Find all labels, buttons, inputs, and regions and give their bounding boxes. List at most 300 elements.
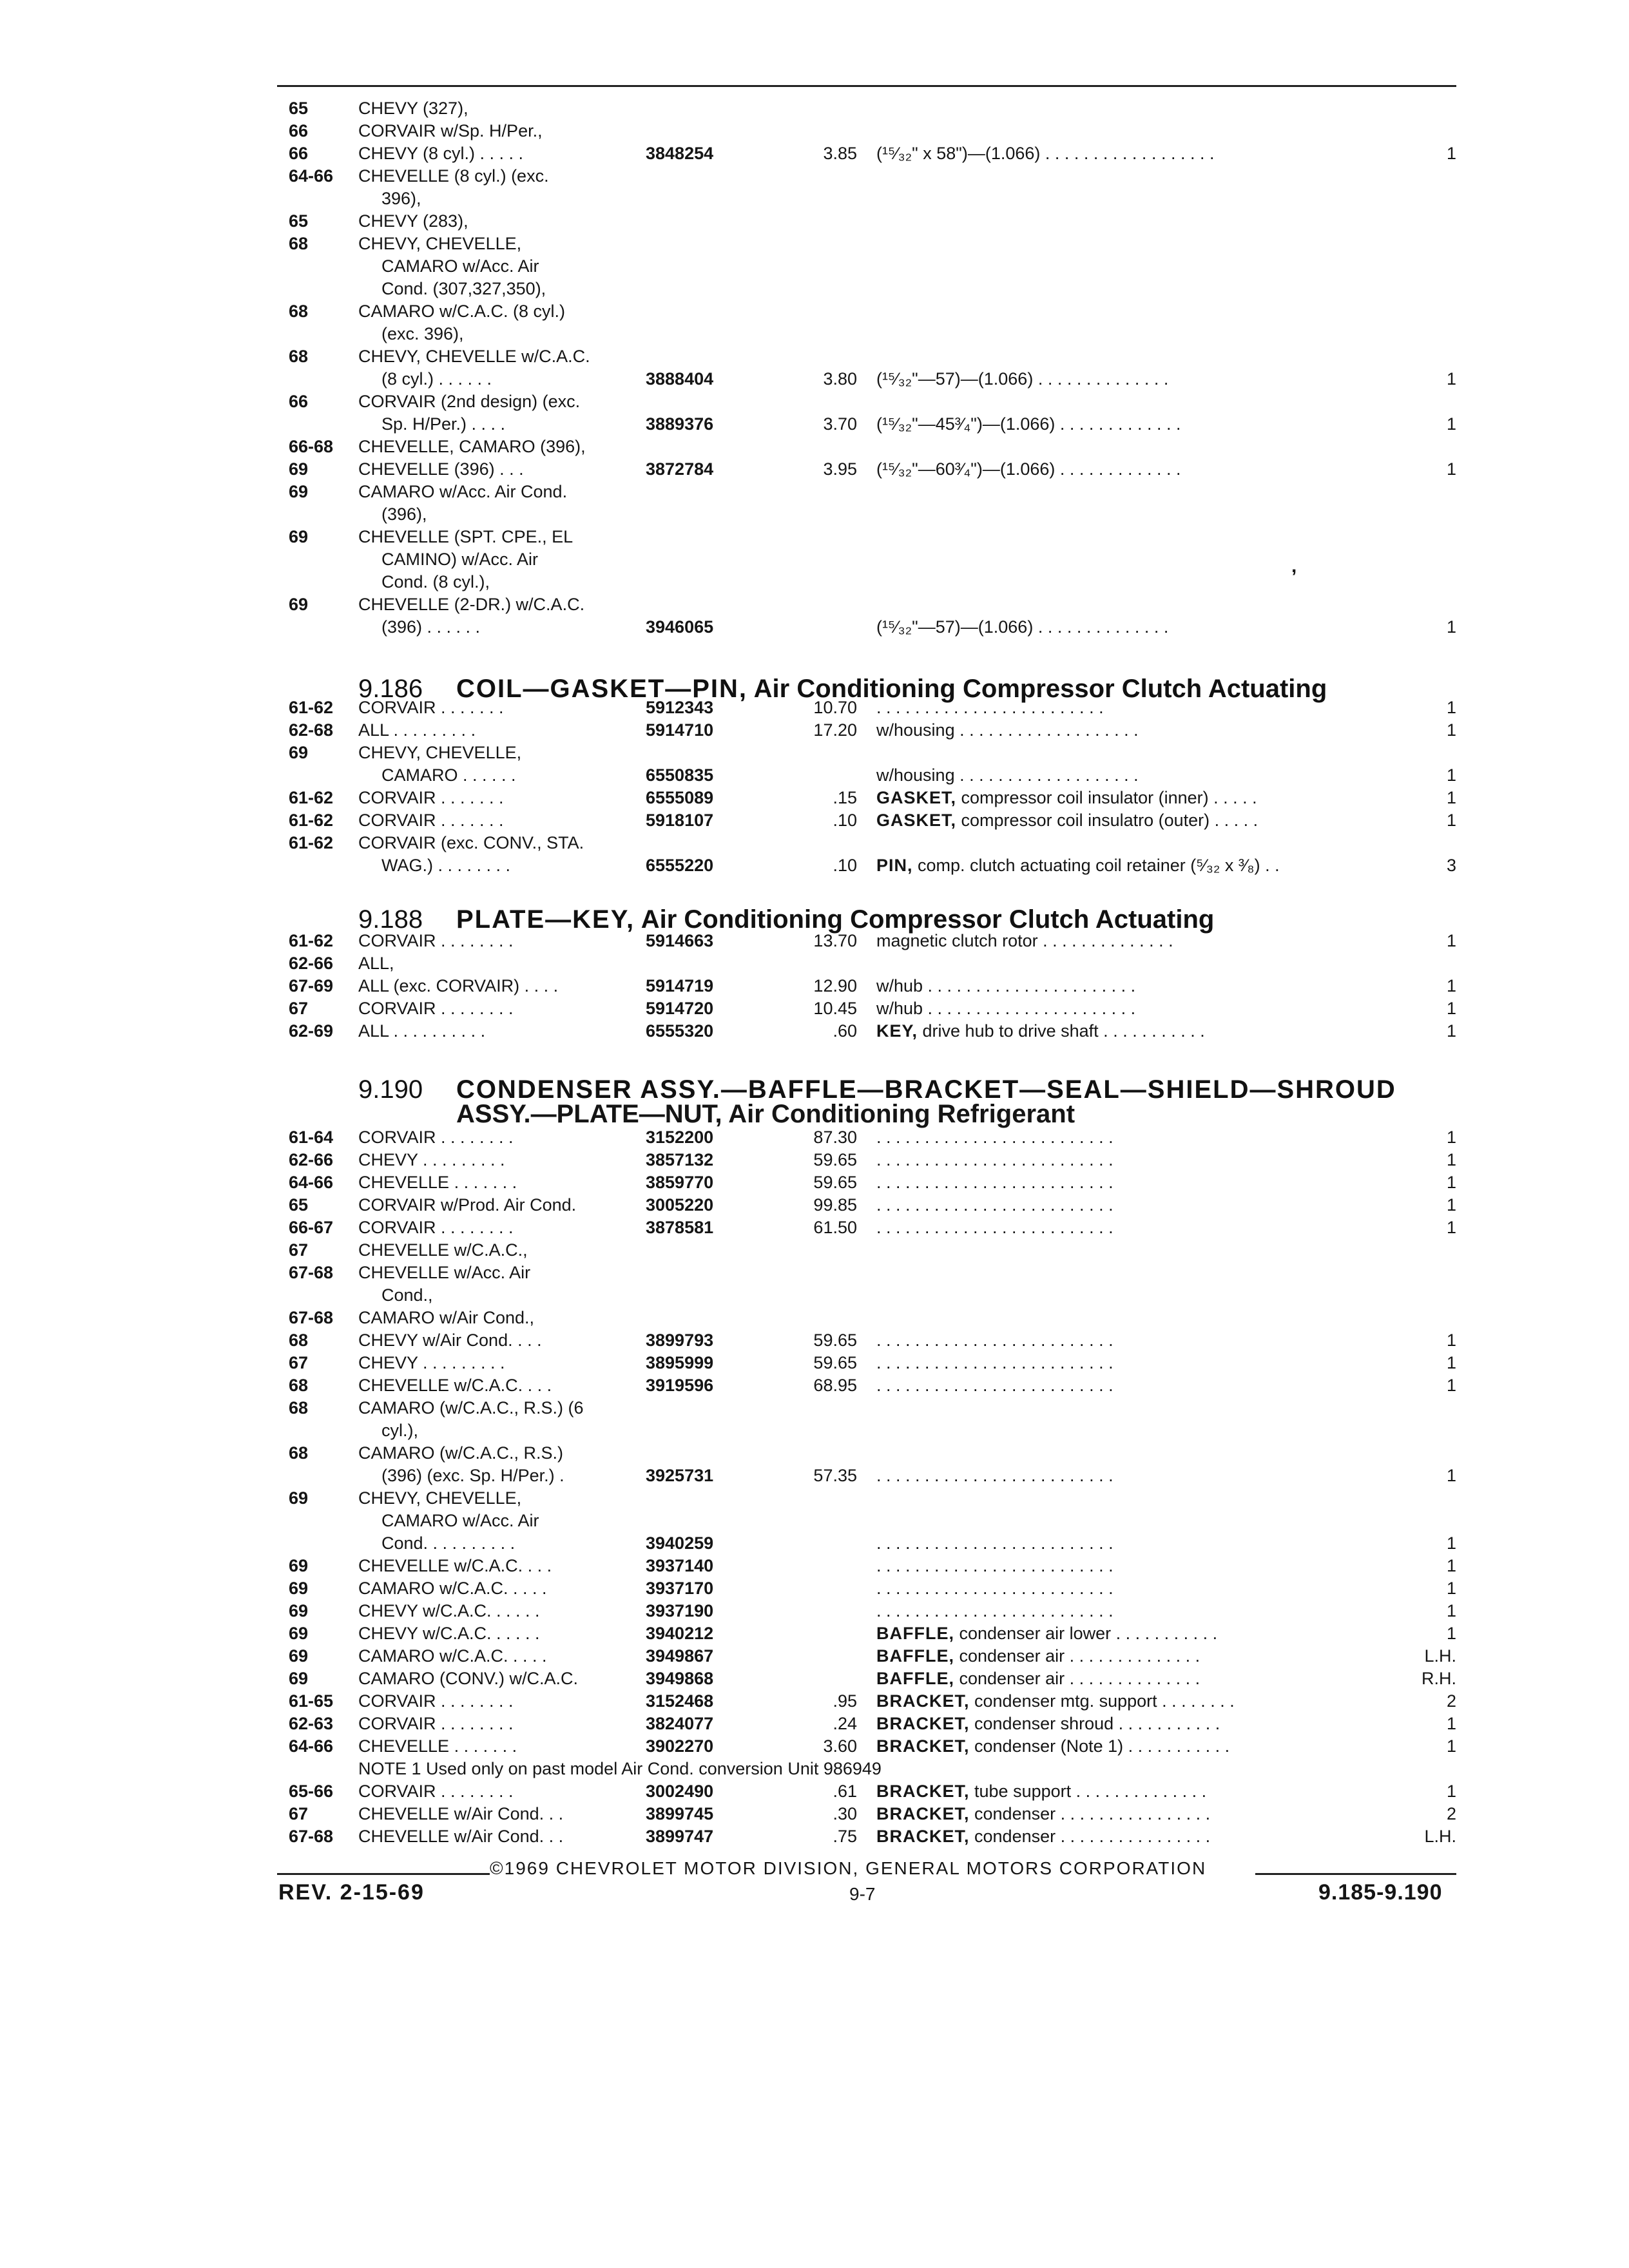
table-row [0,1577,1629,1600]
model-description: CHEVELLE w/C.A.C. . . . [358,1376,552,1395]
model-description: CORVAIR . . . . . . . . [358,999,514,1018]
section-number: 9.186 [358,675,423,703]
table-row [0,435,1629,458]
quantity: 1 [1446,788,1456,807]
model-years: 64-66 [289,1173,334,1192]
list-price: .10 [833,856,857,875]
table-row [0,1735,1629,1758]
list-price: 59.65 [813,1331,857,1350]
table-row [0,1622,1629,1645]
model-description: cyl.), [381,1421,418,1440]
list-price: .10 [833,811,857,830]
part-description [876,1622,1431,1645]
table-row [0,1441,1629,1465]
part-detail: condenser . . . . . . . . . . . . . . . . [969,1804,1211,1823]
model-years: 67-68 [289,1263,334,1282]
model-description: CHEVELLE, CAMARO (396), [358,437,586,456]
list-price: 59.65 [813,1150,857,1169]
model-description: CAMARO . . . . . . [381,765,516,785]
table-row [0,1306,1629,1329]
footnote-text: NOTE 1 Used only on past model Air Cond. conversion Unit 986949 [358,1759,882,1778]
table-row [0,1644,1629,1667]
table-row [0,570,1629,593]
table-row [0,1712,1629,1735]
part-name-bold: BRACKET, [876,1736,970,1756]
table-row [0,480,1629,503]
model-years: 69 [289,1646,309,1666]
list-price: .24 [833,1714,857,1733]
table-row [0,232,1629,255]
stray-mark: , [1291,555,1297,577]
quantity: 1 [1446,1736,1456,1756]
table-row [0,367,1629,390]
section-title-rest: Air Conditioning Compressor Clutch Actuating [635,905,1215,934]
model-description: CORVAIR . . . . . . . [358,698,504,717]
list-price: 59.65 [813,1353,857,1372]
part-detail: . . . . . . . . . . . . . . . . . . . . . . . . . [876,1353,1113,1372]
model-years: 61-64 [289,1128,334,1147]
part-name-bold: BAFFLE, [876,1646,954,1666]
model-years: 61-62 [289,698,334,717]
part-description [876,997,1431,1020]
model-years: 69 [289,482,309,501]
part-description [876,1735,1431,1758]
list-price: 10.70 [813,698,857,717]
quantity: 1 [1446,1533,1456,1553]
part-description [876,142,1431,165]
part-detail: w/housing . . . . . . . . . . . . . . . . . . . [876,720,1139,740]
footer-revision: REV. 2-15-69 [278,1880,425,1905]
quantity: 1 [1446,811,1456,830]
part-number: 3859770 [646,1173,714,1192]
part-detail: (¹⁵⁄₃₂"—57)—(1.066) . . . . . . . . . . . . . . [876,369,1169,389]
part-description [876,1780,1431,1803]
list-price: 99.85 [813,1195,857,1215]
part-description [876,1216,1431,1239]
footer-rule-right [1255,1873,1456,1875]
model-description: CHEVELLE w/C.A.C., [358,1240,528,1260]
list-price: .95 [833,1691,857,1711]
quantity: 1 [1446,999,1456,1018]
part-detail: condenser shroud . . . . . . . . . . . [969,1714,1220,1733]
model-years: 68 [289,1376,309,1395]
model-description: Cond. (8 cyl.), [381,572,490,591]
part-number: 3902270 [646,1736,714,1756]
model-description: CAMARO (CONV.) w/C.A.C. [358,1669,579,1688]
quantity: 1 [1446,1331,1456,1350]
part-detail: (¹⁵⁄₃₂"—57)—(1.066) . . . . . . . . . . . . . . [876,617,1169,637]
part-name-bold: PIN, [876,856,913,875]
list-price: 57.35 [813,1466,857,1485]
model-years: 62-69 [289,1021,334,1041]
part-number: 3899747 [646,1827,714,1846]
model-description: CHEVY (327), [358,99,468,118]
part-number: 3937190 [646,1601,714,1620]
part-description [876,1577,1431,1600]
part-number: 5914663 [646,931,714,950]
table-row [0,1283,1629,1307]
model-years: 62-68 [289,720,334,740]
model-description: 396), [381,189,421,208]
list-price: .15 [833,788,857,807]
quantity: 1 [1446,1021,1456,1041]
table-row [0,1689,1629,1713]
table-row [0,1193,1629,1216]
model-description: CHEVELLE w/C.A.C. . . . [358,1556,552,1575]
model-years: 68 [289,1443,309,1463]
part-description [876,1126,1431,1149]
quantity: L.H. [1424,1646,1456,1666]
part-name-bold: BAFFLE, [876,1624,954,1643]
part-number: 5918107 [646,811,714,830]
model-description: CHEVELLE (SPT. CPE., EL [358,527,574,546]
model-description: CHEVY . . . . . . . . . [358,1353,505,1372]
quantity: 1 [1446,1579,1456,1598]
section-title-caps: CONDENSER ASSY.—BAFFLE—BRACKET—SEAL—SHIELD—SHROUD [456,1075,1396,1104]
table-row [0,1148,1629,1171]
part-number: 3152468 [646,1691,714,1711]
list-price: .61 [833,1782,857,1801]
table-row [0,119,1629,142]
model-years: 67 [289,1804,309,1823]
model-description: CHEVY w/C.A.C. . . . . . [358,1624,540,1643]
section-title-caps: PLATE—KEY, [456,905,635,934]
table-row [0,209,1629,233]
model-description: CORVAIR . . . . . . . [358,811,504,830]
table-row [0,1486,1629,1510]
model-description: CORVAIR w/Prod. Air Cond. [358,1195,577,1215]
table-row [0,997,1629,1020]
model-years: 67-68 [289,1827,334,1846]
part-description [876,764,1431,787]
part-detail: condenser air . . . . . . . . . . . . . . [954,1646,1200,1666]
quantity: 1 [1446,765,1456,785]
part-detail: w/housing . . . . . . . . . . . . . . . . . . . [876,765,1139,785]
part-detail: (¹⁵⁄₃₂"—60³⁄₄")—(1.066) . . . . . . . . . . . . . [876,459,1181,479]
part-description [876,718,1431,742]
part-number: 3005220 [646,1195,714,1215]
section-number: 9.188 [358,905,423,934]
section-heading-9190-line2: ASSY.—PLATE—NUT, Air Conditioning Refrigerant [456,1100,1075,1128]
part-number: 3878581 [646,1218,714,1237]
model-years: 65 [289,1195,309,1215]
footer-copyright: ©1969 CHEVROLET MOTOR DIVISION, GENERAL MOTORS CORPORATION [490,1858,1207,1878]
part-description [876,1019,1431,1043]
quantity: 1 [1446,617,1456,637]
model-years: 67 [289,999,309,1018]
table-row [0,1216,1629,1239]
model-years: 62-63 [289,1714,334,1733]
section-title-caps: COIL—GASKET—PIN, [456,675,748,703]
model-years: 67-69 [289,976,334,995]
part-name-bold: BRACKET, [876,1804,970,1823]
model-description: CHEVELLE . . . . . . . [358,1173,517,1192]
part-description [876,1644,1431,1667]
quantity: 1 [1446,931,1456,950]
table-row [0,1419,1629,1442]
part-description [876,1825,1431,1848]
part-number: 3940259 [646,1533,714,1553]
part-description [876,786,1431,809]
part-number: 3949867 [646,1646,714,1666]
part-number: 5914710 [646,720,714,740]
part-number: 3899793 [646,1331,714,1350]
part-detail: . . . . . . . . . . . . . . . . . . . . . . . . . [876,1173,1113,1192]
part-number: 3889376 [646,414,714,434]
part-number: 3888404 [646,369,714,389]
model-years: 66-67 [289,1218,334,1237]
quantity: 3 [1446,856,1456,875]
part-detail: condenser (Note 1) . . . . . . . . . . . [969,1736,1230,1756]
part-description [876,1532,1431,1555]
part-detail: compressor coil insulatro (outer) . . . . . [956,811,1258,830]
quantity: 1 [1446,1466,1456,1485]
table-row [0,1757,1629,1780]
table-row [0,1802,1629,1825]
table-row [0,974,1629,997]
table-row [0,1396,1629,1419]
model-years: 68 [289,1398,309,1418]
part-number: 3925731 [646,1466,714,1485]
part-description [876,1599,1431,1622]
model-description: WAG.) . . . . . . . . [381,856,511,875]
table-row [0,300,1629,323]
part-detail: . . . . . . . . . . . . . . . . . . . . . . . . . [876,1556,1113,1575]
table-row [0,322,1629,345]
part-description [876,1193,1431,1216]
part-name-bold: GASKET, [876,788,957,807]
part-description [876,1689,1431,1713]
model-years: 66 [289,121,309,140]
footer-section-range: 9.185-9.190 [1318,1880,1443,1905]
model-years: 69 [289,743,309,762]
table-row [0,929,1629,952]
quantity: 1 [1446,1353,1456,1372]
part-number: 3919596 [646,1376,714,1395]
model-years: 68 [289,347,309,366]
table-row [0,1351,1629,1374]
part-detail: . . . . . . . . . . . . . . . . . . . . . . . . . [876,1128,1113,1147]
table-row [0,457,1629,481]
model-years: 67 [289,1353,309,1372]
quantity: 1 [1446,1556,1456,1575]
model-description: (396) (exc. Sp. H/Per.) . [381,1466,564,1485]
part-detail: . . . . . . . . . . . . . . . . . . . . . . . . . [876,1376,1113,1395]
part-detail: . . . . . . . . . . . . . . . . . . . . . . . . . [876,1579,1113,1598]
model-years: 68 [289,302,309,321]
model-description: CAMARO w/C.A.C. (8 cyl.) [358,302,566,321]
table-row [0,1019,1629,1043]
table-row [0,1509,1629,1532]
part-name-bold: BAFFLE, [876,1669,954,1688]
model-years: 66 [289,144,309,163]
part-detail: (¹⁵⁄₃₂"—45³⁄₄")—(1.066) . . . . . . . . . . . . . [876,414,1181,434]
part-description [876,1171,1431,1194]
part-number: 3872784 [646,459,714,479]
part-number: 3002490 [646,1782,714,1801]
part-name-bold: BRACKET, [876,1714,970,1733]
model-description: CORVAIR . . . . . . . [358,788,504,807]
list-price: 3.95 [823,459,857,479]
part-description [876,1148,1431,1171]
part-number: 3857132 [646,1150,714,1169]
model-description: (exc. 396), [381,324,464,343]
model-description: CHEVELLE (8 cyl.) (exc. [358,166,549,186]
model-years: 69 [289,459,309,479]
model-description: Cond., [381,1285,433,1305]
list-price: .30 [833,1804,857,1823]
model-description: (396), [381,505,427,524]
table-row [0,593,1629,616]
model-years: 66 [289,392,309,411]
model-description: CAMARO (w/C.A.C., R.S.) [358,1443,564,1463]
part-description [876,1712,1431,1735]
part-description [876,854,1431,877]
model-description: CAMARO w/Acc. Air Cond. [358,482,568,501]
model-description: CORVAIR . . . . . . . . [358,1128,514,1147]
list-price: 3.70 [823,414,857,434]
part-description [876,1374,1431,1397]
part-detail: . . . . . . . . . . . . . . . . . . . . . . . . . [876,1218,1113,1237]
part-description [876,1464,1431,1487]
list-price: 3.60 [823,1736,857,1756]
model-years: 67-68 [289,1308,334,1327]
model-description: CHEVELLE (2-DR.) w/C.A.C. [358,595,585,614]
model-years: 65-66 [289,1782,334,1801]
part-number: 6555320 [646,1021,714,1041]
part-description [876,929,1431,952]
part-number: 3899745 [646,1804,714,1823]
list-price: 3.85 [823,144,857,163]
table-row [0,1780,1629,1803]
part-name-bold: GASKET, [876,811,957,830]
table-row [0,1532,1629,1555]
part-detail: w/hub . . . . . . . . . . . . . . . . . . . . . . [876,999,1136,1018]
model-years: 61-62 [289,811,334,830]
part-number: 6550835 [646,765,714,785]
part-detail: drive hub to drive shaft . . . . . . . . . . . [918,1021,1205,1041]
table-row [0,345,1629,368]
part-name-bold: KEY, [876,1021,918,1041]
footer-page-number: 9-7 [849,1884,876,1904]
part-description [876,974,1431,997]
part-detail: condenser air . . . . . . . . . . . . . . [954,1669,1200,1688]
model-description: CAMARO w/Acc. Air [381,256,539,276]
part-number: 3940212 [646,1624,714,1643]
part-description [876,1329,1431,1352]
list-price: 3.80 [823,369,857,389]
table-row [0,809,1629,832]
quantity: 1 [1446,720,1456,740]
quantity: 2 [1446,1804,1456,1823]
part-detail: tube support . . . . . . . . . . . . . . [969,1782,1207,1801]
part-detail: condenser air lower . . . . . . . . . . . [954,1624,1218,1643]
model-description: CHEVY, CHEVELLE, [358,1488,522,1508]
part-description [876,1554,1431,1577]
part-number: 5914720 [646,999,714,1018]
table-row [0,277,1629,300]
part-number: 5912343 [646,698,714,717]
model-years: 69 [289,527,309,546]
model-description: CHEVY (283), [358,211,468,231]
table-row [0,1599,1629,1622]
model-years: 61-65 [289,1691,334,1711]
part-name-bold: BRACKET, [876,1691,970,1711]
model-description: ALL . . . . . . . . . [358,720,476,740]
model-description: Sp. H/Per.) . . . . [381,414,506,434]
footer-rule-left [277,1873,490,1875]
part-name-bold: BRACKET, [876,1827,970,1846]
table-row [0,1126,1629,1149]
table-row [0,548,1629,571]
list-price: 87.30 [813,1128,857,1147]
model-description: CHEVY, CHEVELLE, [358,234,522,253]
model-description: CHEVELLE . . . . . . . [358,1736,517,1756]
table-row [0,1667,1629,1690]
quantity: 2 [1446,1691,1456,1711]
quantity: 1 [1446,1218,1456,1237]
section-number: 9.190 [358,1075,423,1104]
part-description [876,457,1431,481]
model-description: ALL . . . . . . . . . . [358,1021,486,1041]
model-description: CORVAIR . . . . . . . . [358,1782,514,1801]
table-row [0,1261,1629,1284]
table-row [0,525,1629,548]
part-number: 3848254 [646,144,714,163]
model-description: CHEVY w/Air Cond. . . . [358,1331,542,1350]
model-description: CAMARO w/Acc. Air [381,1511,539,1530]
list-price: 13.70 [813,931,857,950]
quantity: 1 [1446,459,1456,479]
model-description: CORVAIR w/Sp. H/Per., [358,121,543,140]
quantity: 1 [1446,698,1456,717]
quantity: 1 [1446,1782,1456,1801]
part-detail: compressor coil insulator (inner) . . . . . [956,788,1257,807]
part-number: 3152200 [646,1128,714,1147]
model-description: CHEVELLE w/Air Cond. . . [358,1804,564,1823]
table-row [0,1825,1629,1848]
model-description: CAMARO (w/C.A.C., R.S.) (6 [358,1398,584,1418]
model-description: ALL, [358,954,394,973]
model-description: CORVAIR . . . . . . . . [358,1691,514,1711]
model-description: CAMARO w/C.A.C. . . . . [358,1579,547,1598]
model-description: CHEVY, CHEVELLE w/C.A.C. [358,347,590,366]
list-price: .60 [833,1021,857,1041]
table-row [0,1554,1629,1577]
model-description: CORVAIR . . . . . . . . [358,931,514,950]
table-row [0,741,1629,764]
model-description: Cond. . . . . . . . . . [381,1533,516,1553]
quantity: 1 [1446,1128,1456,1147]
part-number: 3895999 [646,1353,714,1372]
table-row [0,255,1629,278]
table-row [0,503,1629,526]
model-description: CORVAIR (exc. CONV., STA. [358,833,584,852]
quantity: L.H. [1424,1827,1456,1846]
model-years: 66-68 [289,437,334,456]
model-years: 61-62 [289,833,334,852]
part-number: 3949868 [646,1669,714,1688]
quantity: R.H. [1422,1669,1456,1688]
part-detail: (¹⁵⁄₃₂" x 58")—(1.066) . . . . . . . . . . . . . . . . . . [876,144,1215,163]
model-description: CHEVELLE w/Acc. Air [358,1263,531,1282]
model-description: CAMINO) w/Acc. Air [381,550,539,569]
part-number: 3937170 [646,1579,714,1598]
model-description: CHEVY . . . . . . . . . [358,1150,505,1169]
model-description: CORVAIR . . . . . . . . [358,1218,514,1237]
table-row [0,764,1629,787]
model-years: 68 [289,1331,309,1350]
